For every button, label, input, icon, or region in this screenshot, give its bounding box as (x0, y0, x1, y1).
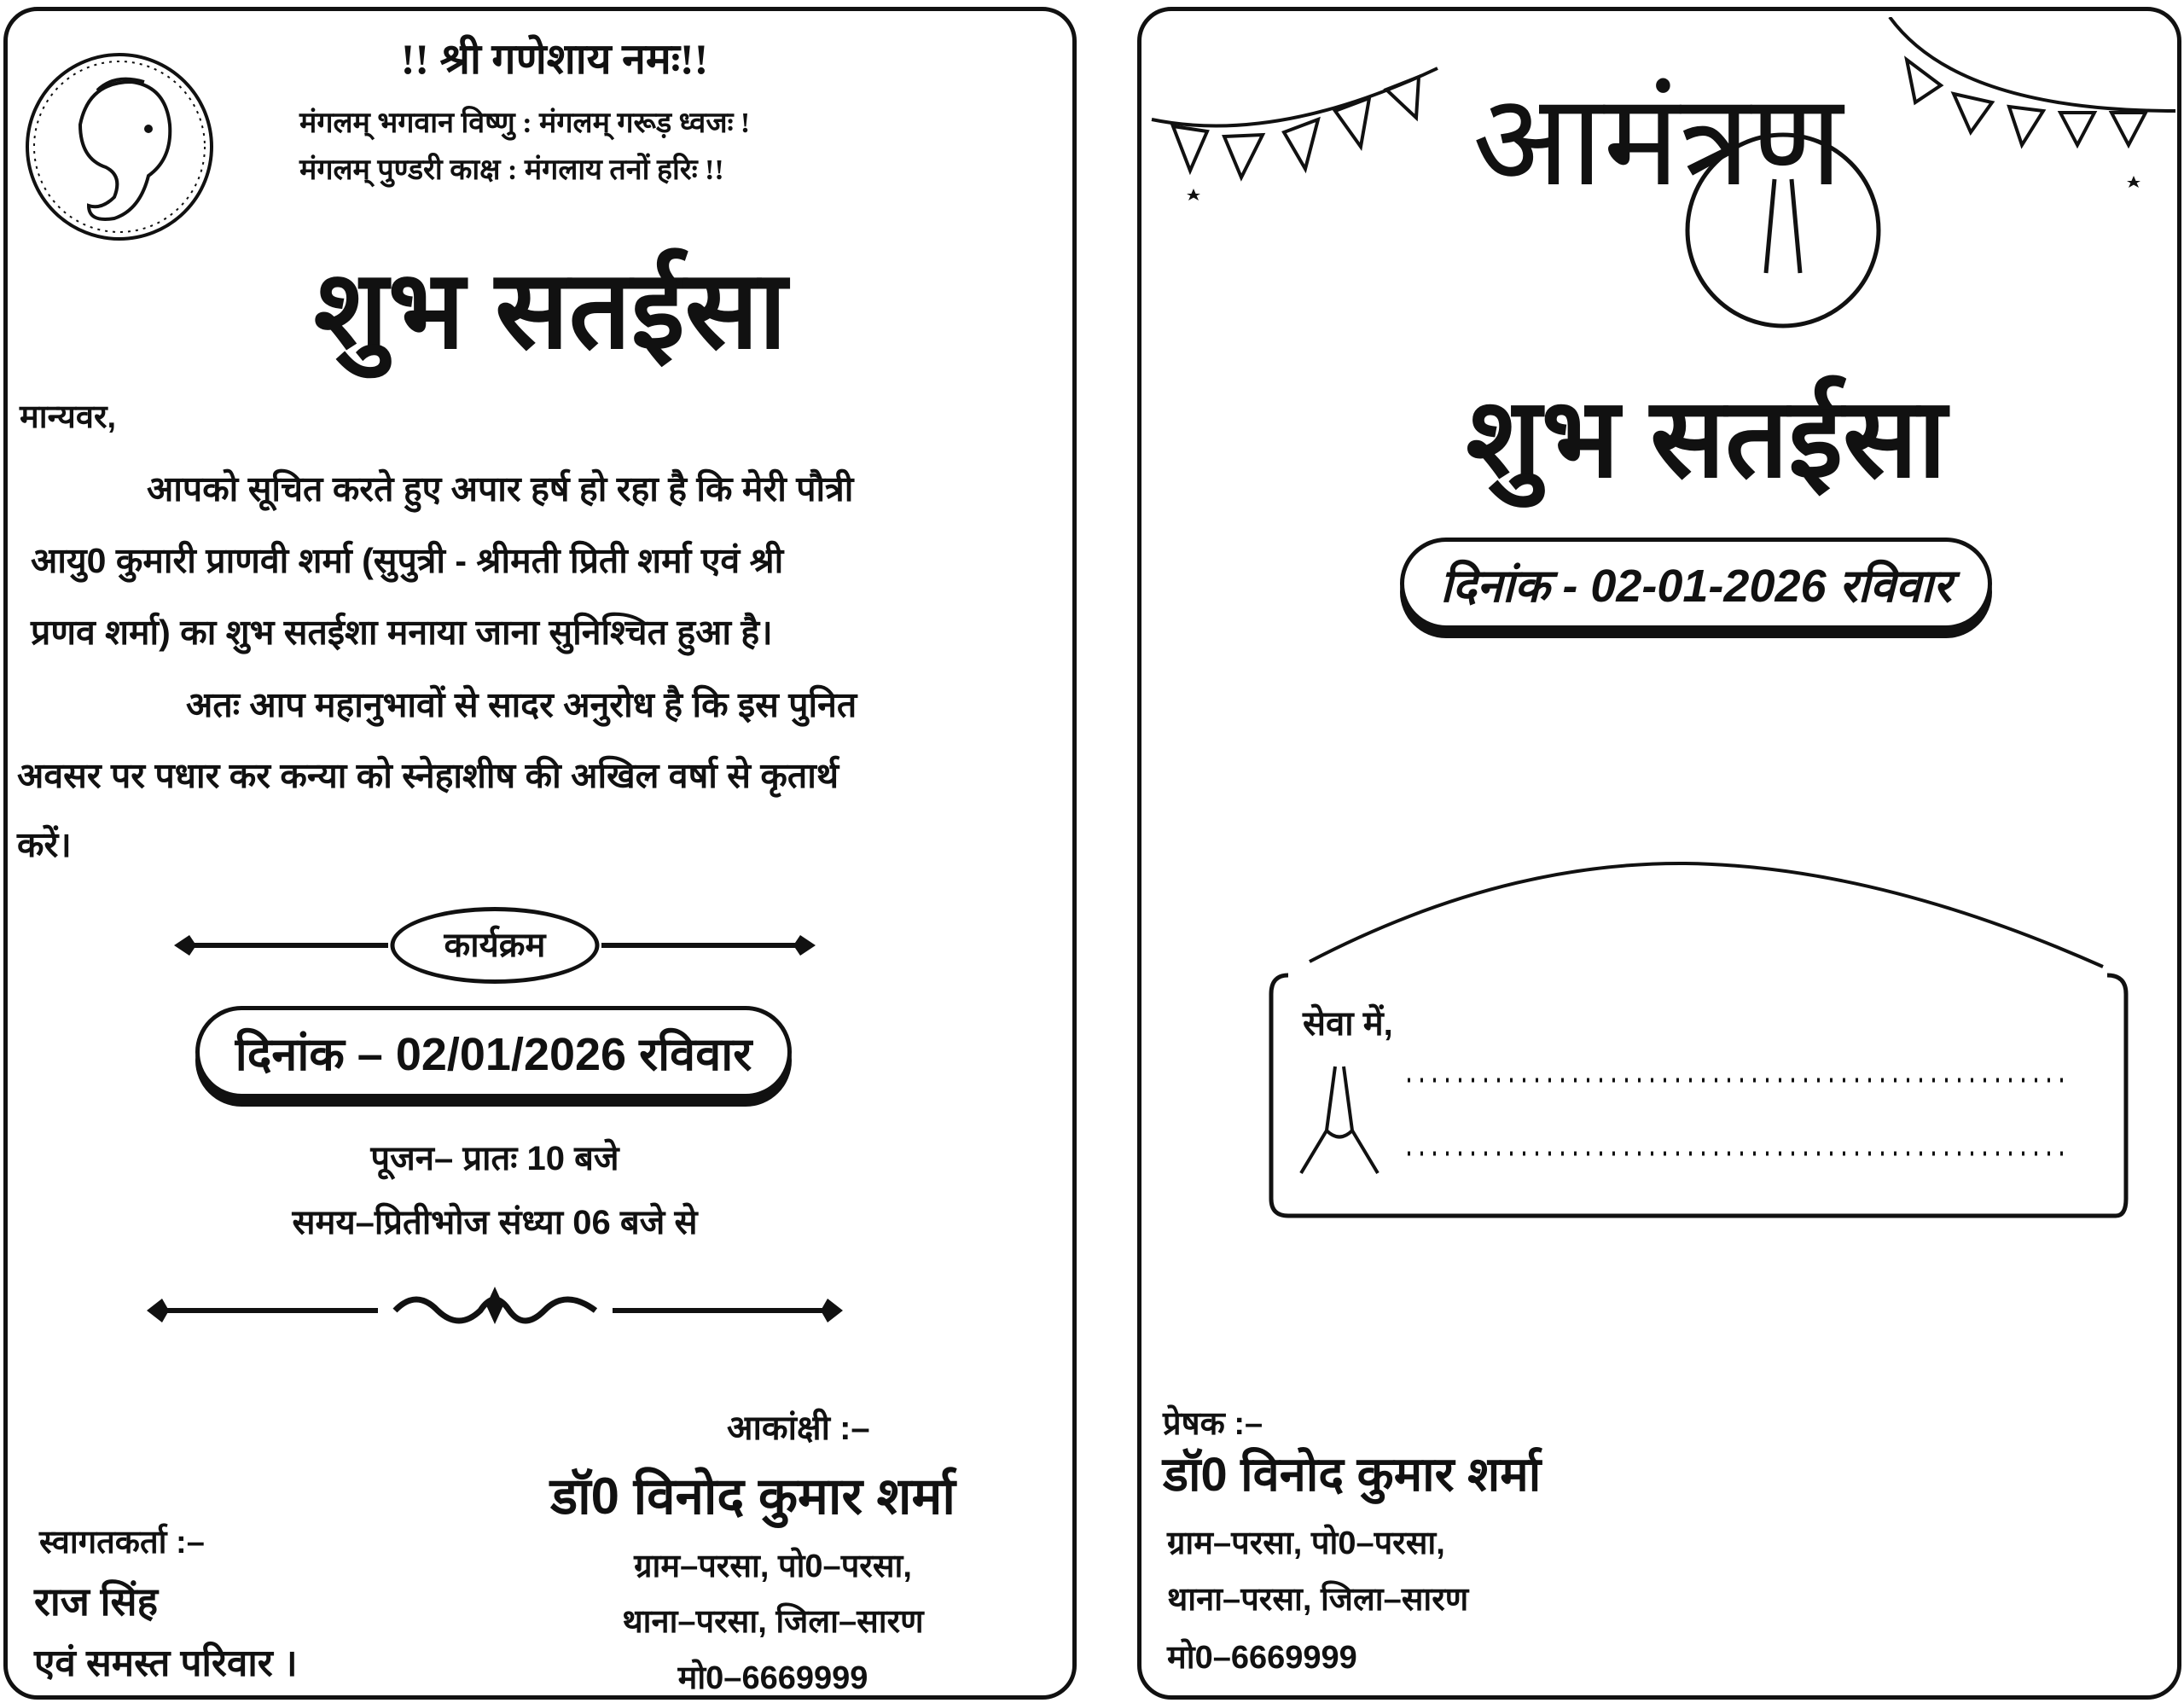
sender-address-line: थाना–परसा, जिला–सारण (1167, 1582, 1469, 1618)
ganesh-icon (20, 48, 218, 246)
bunting-right-icon (1873, 17, 2180, 213)
invocation: !! श्री गणेशाय नमः!! (400, 35, 709, 83)
address-line: ग्राम–परसा, पो0–परसा, (634, 1549, 912, 1584)
cover-date-box (1400, 538, 1992, 630)
amantran-logo: आमंत्रण (1472, 67, 1844, 215)
body-line: प्रणव शर्मा) का शुभ सतईशा मनाया जाना सुनिश्चित हुआ है। (31, 613, 773, 652)
address-line: थाना–परसा, जिला–सारण (622, 1604, 924, 1640)
mantra-line: मंगलम् भगवान विष्णु : मंगलम् गरूड़ ध्वजः ! (299, 108, 751, 139)
mantra-line: मंगलम् पुण्डरी काक्ष : मंगलाय तनों हरिः !! (299, 154, 724, 186)
body-line: आपको सूचित करते हुए अपार हर्ष हो रहा है कि मेरी पौत्री (147, 469, 854, 509)
sender-phone: मो0–6669999 (1167, 1640, 1357, 1676)
program-label-oval (391, 907, 600, 984)
body-line: आयु0 कुमारी प्राणवी शर्मा (सुपुत्री - श्रीमती प्रिती शर्मा एवं श्री (31, 541, 784, 580)
page-title: शुभ सतईसा (313, 249, 787, 371)
cover-date: दिनांक - 02-01-2026 रविवार (1440, 561, 1952, 612)
puja-time: पूजन– प्रातः 10 बजे (370, 1140, 619, 1177)
welcomer-name: राज सिंह (34, 1579, 159, 1624)
event-date-box (195, 1006, 792, 1098)
body-line: अतः आप महानुभावों से सादर अनुरोध है कि इस पुनित (186, 685, 857, 724)
phone: मो0–6669999 (677, 1660, 868, 1696)
sender-name: डॉ0 विनोद कुमार शर्मा (1163, 1447, 1542, 1501)
body-line: अवसर पर पधार कर कन्या को स्नेहाशीष की अखिल वर्षा से कृतार्थ (17, 756, 839, 795)
salutation: मान्यवर, (20, 399, 117, 435)
welcomer-family: एवं समस्त परिवार । (34, 1642, 298, 1684)
sender-address-line: ग्राम–परसा, पो0–परसा, (1167, 1526, 1445, 1561)
sender-label: प्रेषक :– (1163, 1406, 1263, 1442)
address-envelope (1263, 853, 2137, 1229)
event-date: दिनांक – 02/01/2026 रविवार (235, 1029, 752, 1080)
bunting-left-icon (1147, 26, 1455, 222)
to-label: सेवा में, (1303, 1005, 1393, 1043)
host-name: डॉ0 विनोद कुमार शर्मा (550, 1468, 956, 1525)
aspirant-label: आकांक्षी :– (727, 1409, 870, 1447)
body-line: करें। (17, 825, 72, 864)
welcomer-label: स्वागतकर्ता :– (39, 1525, 205, 1561)
feast-time: समय–प्रितीभोज संध्या 06 बजे से (292, 1204, 698, 1241)
ornament-divider (143, 1280, 846, 1341)
namaste-hands-icon (1292, 1062, 1386, 1182)
cover-title: शुभ सतईसा (1466, 375, 1947, 500)
program-label: कार्यक्रम (444, 927, 546, 964)
